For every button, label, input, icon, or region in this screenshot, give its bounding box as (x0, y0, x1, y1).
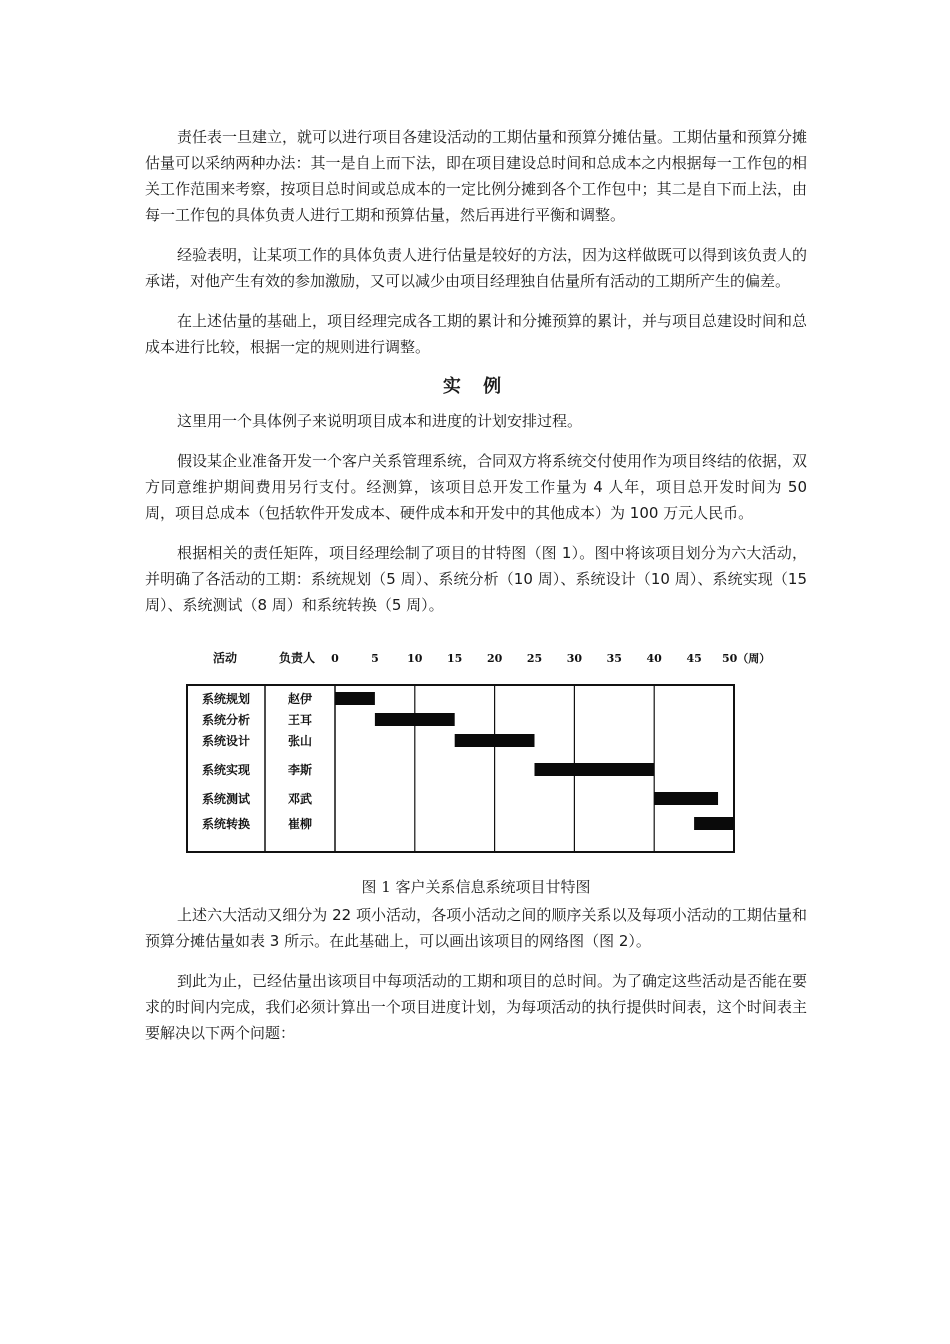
gantt-bar (694, 817, 734, 830)
task-name: 系统测试 (201, 792, 251, 806)
paragraph-estimation-methods: 责任表一旦建立，就可以进行项目各建设活动的工期估量和预算分摊估量。工期估量和预算分摊估量可以采纳两种办法：其一是自上而下法，即在项目建设总时间和总成本之内根据每一工作包的相关工作范围来考察，按项目总时间或总成本的一定比例分摊到各个工作包中；其二是自下而上法，由每一工作包的具体负责人进行工期和预算估量，然后再进行平衡和调整。 (145, 128, 808, 224)
tick-label: 15 (447, 652, 463, 665)
tick-label: 30 (566, 652, 583, 665)
gantt-bar (654, 792, 718, 805)
tick-label: 20 (486, 652, 503, 665)
section-heading: 实 例 (442, 376, 510, 397)
gantt-chart (145, 644, 807, 866)
document-page (145, 124, 807, 1060)
task-owner: 李斯 (287, 763, 313, 777)
gantt-figure (145, 644, 807, 866)
task-name: 系统转换 (201, 817, 251, 831)
task-owner: 邓武 (287, 792, 313, 806)
task-owner: 赵伊 (287, 692, 313, 706)
task-name: 系统分析 (201, 713, 251, 727)
tick-label: 35 (606, 652, 622, 665)
header-owner: 负责人 (278, 651, 316, 665)
paragraph-example-intro: 这里用一个具体例子来说明项目成本和进度的计划安排过程。 (177, 412, 583, 430)
task-owner: 王耳 (287, 713, 313, 727)
paragraph-subactivities: 上述六大活动又细分为 22 项小活动，各项小活动之间的顺序关系以及每项小活动的工期估量和预算分摊估量如表 3 所示。在此基础上，可以画出该项目的网络图（图 2）。 (145, 906, 807, 950)
paragraph-experience: 经验表明，让某项工作的具体负责人进行估量是较好的方法，因为这样做既可以得到该负责人的承诺，对他产生有效的参加激励，又可以减少由项目经理独自估量所有活动的工期所产生的偏差。 (145, 246, 808, 290)
task-name: 系统实现 (201, 763, 251, 777)
tick-label: 25 (526, 652, 543, 665)
gantt-bar (375, 713, 455, 726)
task-name: 系统设计 (201, 734, 251, 748)
paragraph-adjustment: 在上述估量的基础上，项目经理完成各工期的累计和分摊预算的累计，并与项目总建设时间和总成本进行比较，根据一定的规则进行调整。 (145, 312, 808, 356)
task-owner: 崔柳 (287, 817, 313, 831)
tick-label: 45 (686, 652, 702, 665)
tick-label: 40 (646, 652, 662, 665)
gantt-bar (535, 763, 655, 776)
paragraph-example-assumption: 假设某企业准备开发一个客户关系管理系统，合同双方将系统交付使用作为项目终结的依据，双方同意维护期间费用另行支付。经测算，该项目总开发工作量为 4 人年，项目总开发时间为 50 周，项目总成本（包括软件开发成本、硬件成本和开发中的其他成本）为 100 万元人民币。 (145, 452, 808, 522)
figure-caption: 图 1 客户关系信息系统项目甘特图 (361, 878, 591, 896)
tick-label: 50（周） (722, 652, 771, 665)
tick-label: 0 (331, 652, 339, 665)
task-owner: 张山 (287, 734, 313, 748)
tick-label: 5 (371, 652, 379, 665)
paragraph-example-gantt: 根据相关的责任矩阵，项目经理绘制了项目的甘特图（图 1）。图中将该项目划分为六大活动，并明确了各活动的工期：系统规划（5 周）、系统分析（10 周）、系统设计（10 周）、系统实现（15 周）、系统测试（8 周）和系统转换（5 周）。 (145, 544, 807, 614)
header-activity: 活动 (212, 651, 238, 665)
paragraph-schedule: 到此为止，已经估量出该项目中每项活动的工期和项目的总时间。为了确定这些活动是否能在要求的时间内完成，我们必须计算出一个项目进度计划，为每项活动的执行提供时间表，这个时间表主要解决以下两个问题： (145, 972, 808, 1042)
task-name: 系统规划 (201, 692, 251, 706)
gantt-bar (455, 734, 535, 747)
tick-label: 10 (407, 652, 423, 665)
gantt-bar (335, 692, 375, 705)
